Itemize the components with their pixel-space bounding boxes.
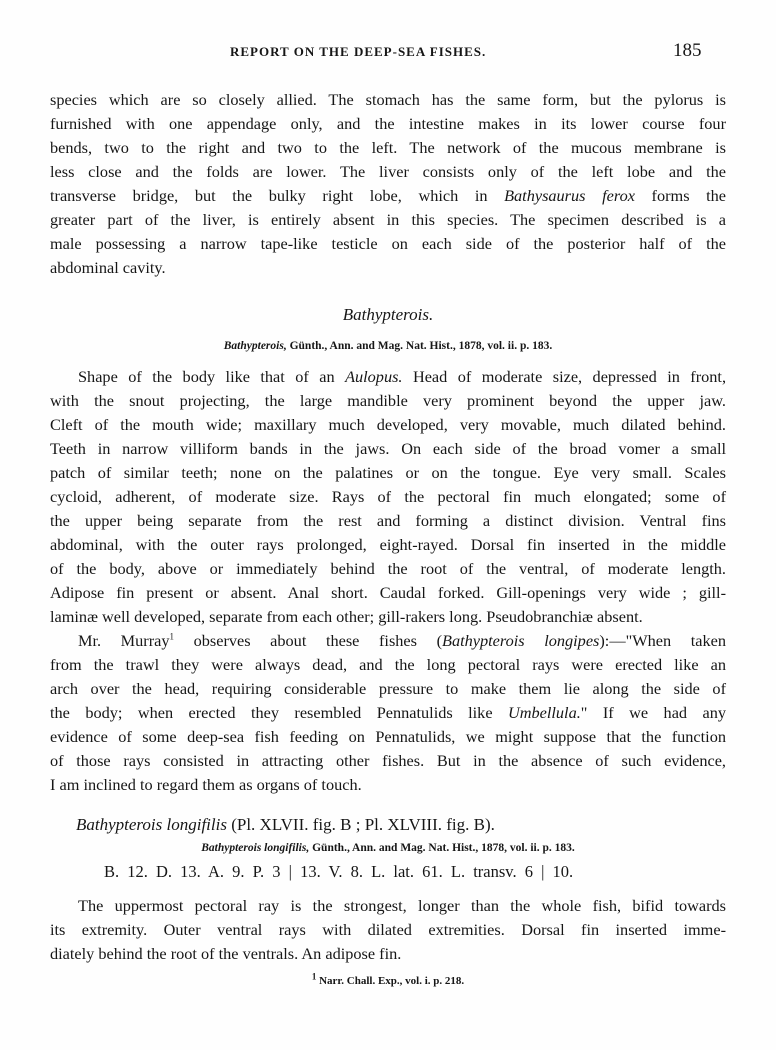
text-line: furnished with one appendage only, and the intestine makes in its lower course four — [50, 114, 726, 133]
text-line: Teeth in narrow villiform bands in the jaws. On each side of the broad vomer a small — [50, 439, 726, 458]
species-heading: Bathypterois longifilis (Pl. XLVII. fig. B ; Pl. XLVIII. fig. B). — [76, 815, 495, 834]
genus-description — [50, 365, 726, 797]
text-line: Cleft of the mouth wide; maxillary much developed, very movable, much dilated behind. — [50, 415, 726, 434]
species-reference: Bathypterois longifilis, Günth., Ann. and Mag. Nat. Hist., 1878, vol. ii. p. 183. — [201, 842, 575, 854]
text-line: of those rays consisted in attracting other fishes. But in the absence of such evidence, — [50, 751, 726, 770]
text-line: evidence of some deep-sea fish feeding on Pennatulids, we might suppose that the function — [50, 727, 726, 746]
genus-reference: Bathypterois, Günth., Ann. and Mag. Nat. Hist., 1878, vol. ii. p. 183. — [223, 340, 553, 352]
text-line: arch over the head, requiring considerable pressure to make them lie along the side of — [50, 679, 726, 698]
text-line: Adipose fin present or absent. Anal short. Caudal forked. Gill-openings very wide ; gill- — [50, 583, 726, 602]
text-line: cycloid, adherent, of moderate size. Rays of the pectoral fin much elongated; some of — [50, 487, 726, 506]
intro-paragraph — [50, 88, 726, 280]
text-line: species which are so closely allied. The stomach has the same form, but the pylorus is — [50, 90, 726, 109]
text-line: bends, two to the right and two to the left. The network of the mucous membrane is — [50, 138, 726, 157]
text-line: I am inclined to regard them as organs of touch. — [50, 775, 362, 794]
text-line: laminæ well developed, separate from each other; gill-rakers long. Pseudobranchiæ absent. — [50, 607, 643, 626]
species-description — [50, 894, 726, 966]
text-line: abdominal cavity. — [50, 258, 166, 277]
text-line: abdominal, with the outer rays prolonged, eight-rayed. Dorsal fin inserted in the middle — [50, 535, 726, 554]
running-title: REPORT ON THE DEEP-SEA FISHES. — [230, 44, 487, 59]
text-line: from the trawl they were always dead, and the long pectoral rays were erected like an — [50, 655, 726, 674]
text-line: less close and the folds are lower. The liver consists only of the left lobe and the — [50, 162, 726, 181]
text-line: the body; when erected they resembled Pennatulids like Umbellula." If we had any — [50, 703, 726, 722]
species-name-italic: Bathysaurus ferox — [504, 186, 635, 205]
text-line: Shape of the body like that of an Aulopus. Head of moderate size, depressed in front, — [78, 367, 727, 386]
text-line: with the snout projecting, the large mandible very prominent beyond the upper jaw. — [50, 391, 726, 410]
genus-heading: Bathypterois. — [342, 305, 434, 324]
text-line: the upper being separate from the rest and forming a distinct division. Ventral fins — [50, 511, 726, 530]
text-line: diately behind the root of the ventrals. An adipose fin. — [50, 944, 402, 963]
footnote-mark: 1 — [169, 631, 174, 642]
text-line: male possessing a narrow tape-like testicle on each side of the posterior half of the — [50, 234, 726, 253]
text-line: greater part of the liver, is entirely absent in this species. The specimen described is a — [50, 210, 726, 229]
text-line: transverse bridge, but the bulky right lobe, which in Bathysaurus ferox forms the — [50, 186, 727, 205]
text-line: Mr. Murray$^1$ observes about these fishes (Bathypterois longipes):—"When taken — [78, 631, 726, 650]
text-line: The uppermost pectoral ray is the strongest, longer than the whole fish, bifid towards — [78, 896, 726, 915]
footnote: $^1$ Narr. Chall. Exp., vol. i. p. 218. — [311, 971, 465, 987]
page-number: 185 — [673, 40, 702, 61]
text-line: its extremity. Outer ventral rays with dilated extremities. Dorsal fin inserted imme- — [50, 920, 726, 939]
fin-formula: B. 12. D. 13. A. 9. P. 3 | 13. V. 8. L. lat. 61. L. transv. 6 | 10. — [104, 862, 574, 881]
text-line: patch of similar teeth; none on the palatines or on the tongue. Eye very small. Scales — [50, 463, 726, 482]
text-line: of the body, above or immediately behind the root of the ventral, of moderate length. — [50, 559, 726, 578]
